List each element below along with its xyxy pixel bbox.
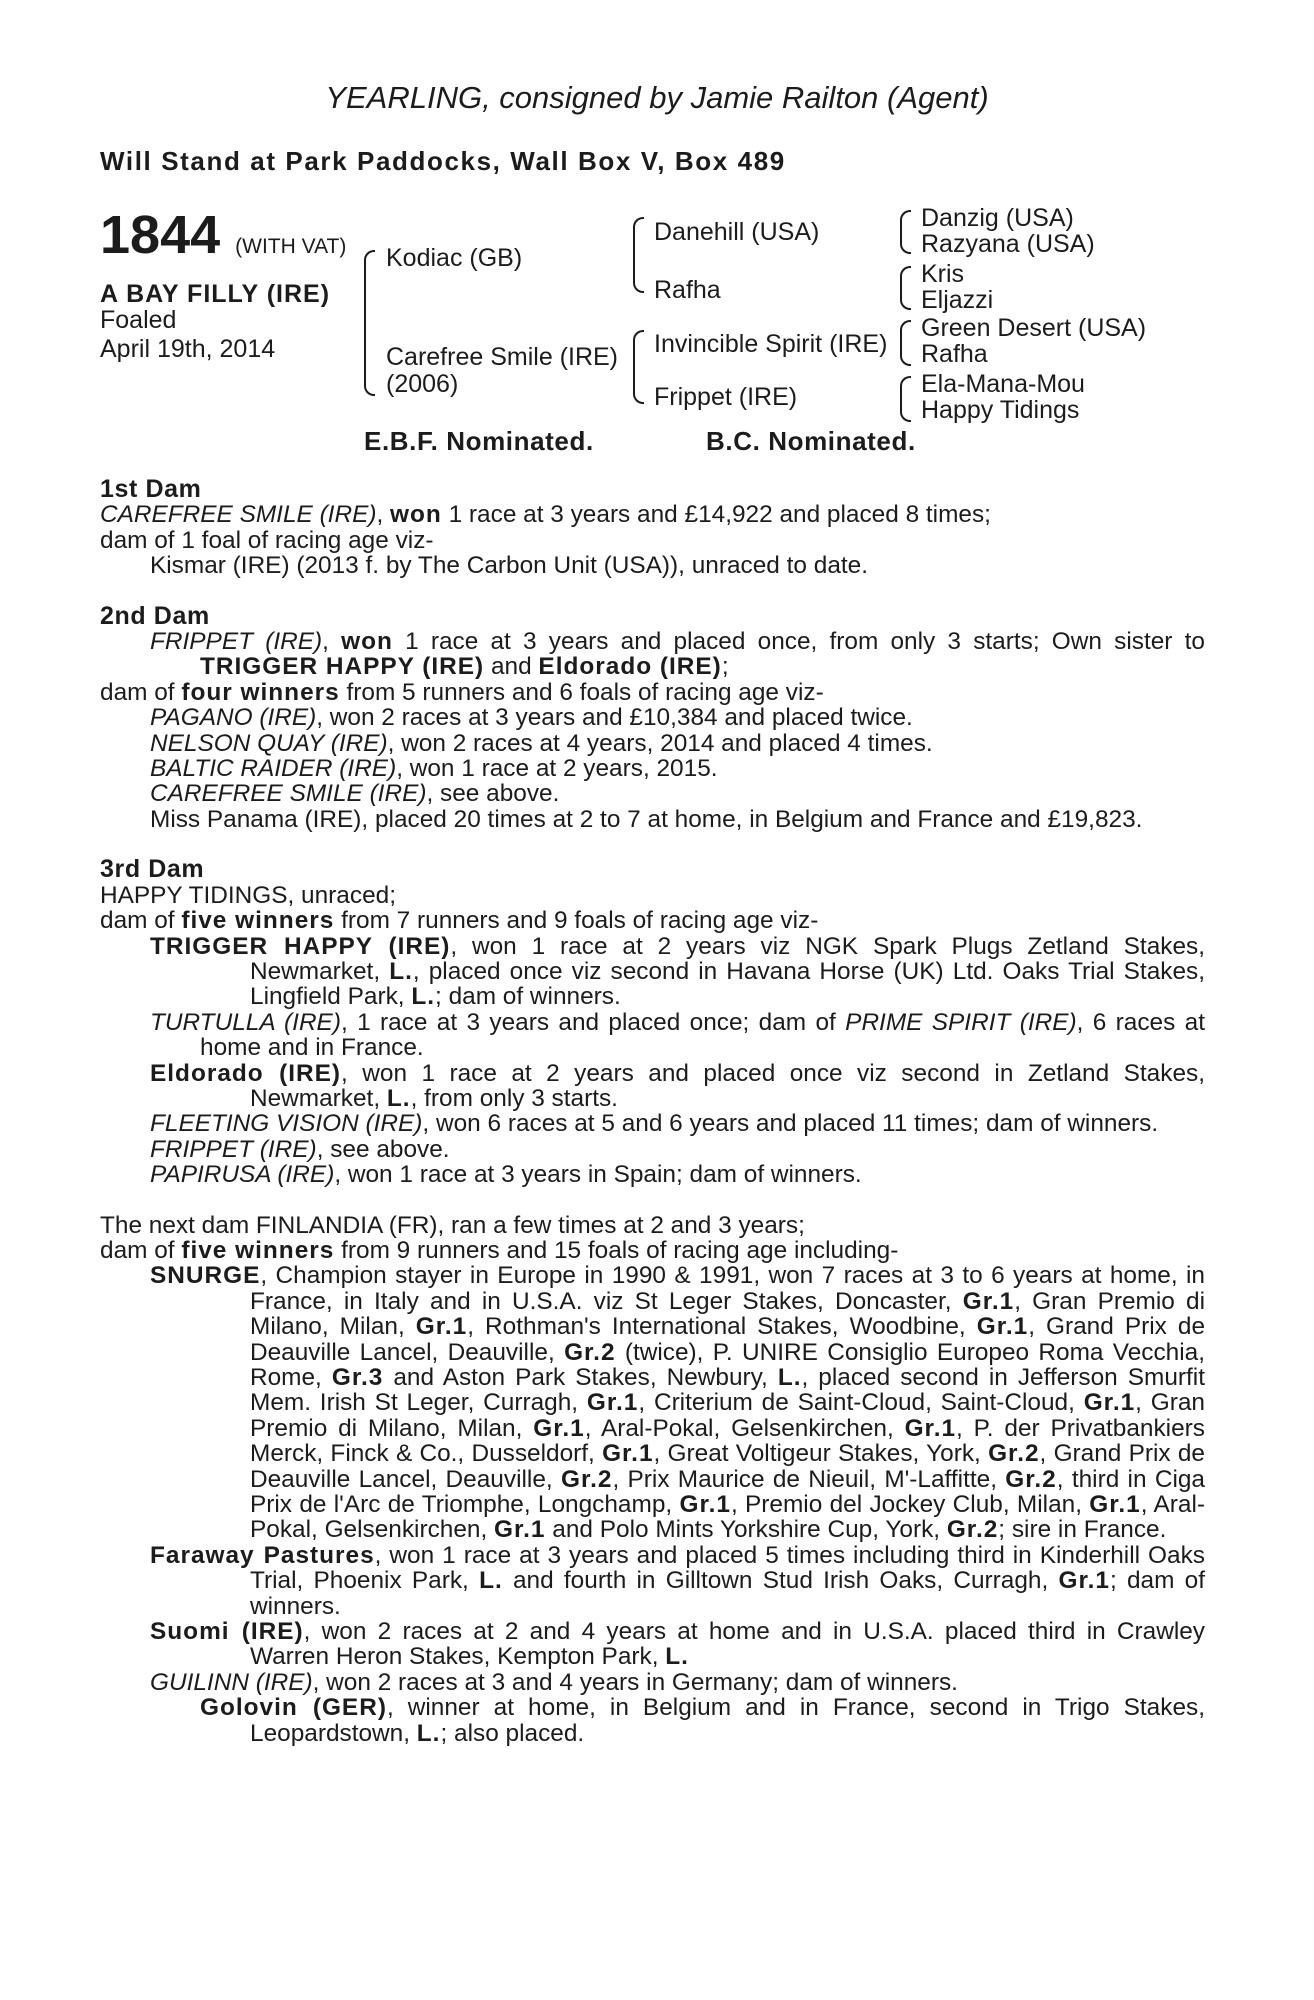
- progeny-text: , see above.: [426, 780, 560, 808]
- third-dam-name: HAPPY TIDINGS, unraced;: [100, 881, 396, 909]
- grade-gr1: Gr.1: [602, 1440, 654, 1468]
- grade-gr1: Gr.1: [415, 1313, 468, 1341]
- snurge-text: , third in Ciga Prix de l'Arc de Triomphe, Longchamp,: [250, 1465, 1205, 1519]
- trigger-text-1: , won 1 race at 2 years viz NGK Spark Plugs Zetland Stakes, Newmarket,: [250, 932, 1205, 985]
- golovin-entry: [100, 1695, 1205, 1746]
- snurge-text: and Aston Park Stakes, Newbury,: [383, 1364, 778, 1391]
- frippet-entry: [100, 1137, 1205, 1162]
- suomi-text: , won 2 races at 2 and 4 years at home and in U.S.A. placed third in Crawley Warren Heron Stakes, Kempton Park,: [250, 1618, 1205, 1671]
- trigger-happy-name: TRIGGER HAPPY (IRE): [150, 932, 451, 960]
- next-dam-dam-of-pre: dam of: [100, 1236, 182, 1264]
- papirusa-name: PAPIRUSA (IRE): [150, 1161, 335, 1189]
- snurge-text: , Premio del Jockey Club, Milan,: [730, 1491, 1090, 1519]
- grade-listed: L.: [386, 1084, 411, 1112]
- golovin-text: , winner at home, in Belgium and in France, second in Trigo Stakes, Leopardstown,: [250, 1694, 1205, 1747]
- eldorado-name: Eldorado (IRE): [150, 1059, 342, 1087]
- snurge-text: , Rothman's International Stakes, Woodbine,: [467, 1313, 977, 1341]
- second-dam-name: FRIPPET (IRE): [150, 628, 323, 656]
- second-dam-record: FRIPPET (IRE), won 1 race at 3 years and placed once, from only 3 starts; Own sister to TRIGGER HAPPY (IRE) and Eldorado (IRE);: [150, 628, 1205, 681]
- first-dam-dam-of: dam of 1 foal of racing age viz-: [100, 526, 434, 554]
- grade-listed: L.: [389, 957, 413, 985]
- pedigree-sire-sire: Danehill (USA): [654, 218, 820, 246]
- progeny-text: , won 2 races at 4 years, 2014 and placed 4 times.: [387, 729, 933, 757]
- grade-listed: L.: [777, 1364, 802, 1391]
- trigger-happy-entry: [100, 934, 1205, 1010]
- vat-note: (WITH VAT): [235, 235, 347, 258]
- snurge-text: , Aral-Pokal, Gelsenkirchen,: [584, 1414, 905, 1442]
- first-dam-won: won: [390, 501, 442, 529]
- turtulla-entry: [100, 1010, 1205, 1061]
- next-dam-intro: The next dam FINLANDIA (FR), ran a few times at 2 and 3 years;: [100, 1211, 805, 1239]
- grade-gr1: Gr.1: [1058, 1567, 1110, 1595]
- second-dam-section: [100, 601, 1205, 630]
- foaled-date: April 19th, 2014: [100, 335, 276, 363]
- trigger-text-3: ; dam of winners.: [435, 983, 621, 1011]
- snurge-text: and Polo Mints Yorkshire Cup, York,: [545, 1516, 947, 1544]
- eldorado-text-2: , from only 3 starts.: [410, 1084, 618, 1112]
- third-dam-dam-of-pre: dam of: [100, 907, 182, 935]
- grade-listed: L.: [416, 1719, 441, 1747]
- faraway-text: , won 1 race at 3 years and placed 5 times including third in Kinderhill Oaks Trial, Phoenix Park,: [250, 1541, 1205, 1595]
- pedigree-brace-gg4: [900, 376, 911, 422]
- third-dam-heading: 3rd Dam: [100, 855, 205, 884]
- catalogue-body: [100, 477, 1205, 1746]
- eldorado-text-1: , won 1 race at 2 years and placed once viz second in Zetland Stakes, Newmarket,: [250, 1059, 1205, 1112]
- faraway-pastures-name: Faraway Pastures: [150, 1541, 375, 1569]
- faraway-text: and fourth in Gilltown Stud Irish Oaks, Curragh,: [502, 1567, 1059, 1595]
- pedigree-ggp-8: Happy Tidings: [921, 396, 1080, 424]
- suomi-entry: [100, 1619, 1205, 1670]
- second-dam-and: and: [484, 653, 539, 681]
- foaled-info: [100, 306, 300, 364]
- second-dam-heading: 2nd Dam: [100, 601, 210, 630]
- prime-spirit-name: PRIME SPIRIT (IRE): [845, 1008, 1077, 1036]
- faraway-text: ; dam of winners.: [250, 1567, 1205, 1620]
- frippet-name: FRIPPET (IRE): [150, 1135, 317, 1163]
- pedigree-brace-parents: [364, 250, 375, 396]
- snurge-text: , Champion stayer in Europe in 1990 & 1991, won 7 races at 3 to 6 years at home, in France, in Italy and in U.S.A. viz St Leger Stakes, Doncaster,: [250, 1262, 1205, 1315]
- grade-listed: L.: [411, 983, 436, 1011]
- grade-gr3: Gr.3: [331, 1364, 384, 1391]
- suomi-name: Suomi (IRE): [150, 1618, 304, 1646]
- second-dam-sister-2: Eldorado (IRE): [538, 653, 722, 681]
- ebf-nominated: E.B.F. Nominated.: [364, 426, 594, 456]
- pedigree-ggp-1: Danzig (USA): [921, 204, 1074, 232]
- bc-nominated: B.C. Nominated.: [706, 426, 916, 456]
- next-dam-dam-of: [100, 1238, 1205, 1263]
- snurge-name: SNURGE: [150, 1262, 261, 1290]
- lot-number-value: 1844: [100, 205, 221, 265]
- pedigree-dam: Carefree Smile (IRE): [386, 343, 618, 371]
- snurge-text: , Prix Maurice de Nieuil, M'-Laffitte,: [612, 1465, 1006, 1493]
- snurge-text: , Aral-Pokal, Gelsenkirchen,: [250, 1491, 1205, 1544]
- pedigree-ggp-2: Razyana (USA): [921, 230, 1095, 258]
- pedigree-ggp-7: Ela-Mana-Mou: [921, 370, 1085, 398]
- pedigree-brace-gg3: [900, 320, 911, 366]
- horse-name: A BAY FILLY (IRE): [100, 280, 331, 308]
- trigger-text-2: , placed once viz second in Havana Horse (UK) Ltd. Oaks Trial Stakes, Lingfield Park,: [250, 957, 1205, 1011]
- pedigree-ggp-6: Rafha: [921, 340, 988, 368]
- papirusa-entry: [100, 1162, 1205, 1187]
- second-dam-semi: ;: [721, 653, 729, 681]
- papirusa-text: , won 1 race at 3 years in Spain; dam of winners.: [334, 1161, 862, 1189]
- third-dam-dam-of: [100, 908, 1205, 933]
- second-dam-dam-of-post: from 5 runners and 6 foals of racing age viz-: [339, 678, 824, 706]
- second-dam-dam-of-pre: dam of: [100, 678, 182, 706]
- pedigree-dam-dam: Frippet (IRE): [654, 383, 798, 411]
- grade-gr2: Gr.2: [946, 1516, 999, 1544]
- grade-gr1: Gr.1: [586, 1389, 639, 1417]
- second-dam-dam-of: [100, 680, 1205, 705]
- pedigree-sire-dam: Rafha: [654, 276, 721, 304]
- golovin-text: ; also placed.: [440, 1719, 585, 1747]
- eldorado-entry: [100, 1061, 1205, 1112]
- third-dam-winners: five winners: [181, 907, 335, 935]
- snurge-text: , Grand Prix de Deauville Lancel, Deauville,: [250, 1440, 1206, 1493]
- pedigree-dam-year: (2006): [386, 370, 459, 398]
- third-dam-section: [100, 857, 1205, 882]
- grade-gr2: Gr.2: [564, 1338, 616, 1366]
- third-dam-dam-of-post: from 7 runners and 9 foals of racing age viz-: [334, 907, 819, 935]
- first-dam-record-text: 1 race at 3 years and £14,922 and placed 8 times;: [441, 501, 991, 529]
- first-dam-section: [100, 477, 1205, 502]
- turtulla-name: TURTULLA (IRE): [150, 1008, 341, 1036]
- pedigree-sire: Kodiac (GB): [386, 244, 523, 272]
- progeny-name: BALTIC RAIDER (IRE): [150, 755, 397, 783]
- fleeting-vision-name: FLEETING VISION (IRE): [150, 1110, 423, 1138]
- frippet-text: , see above.: [316, 1135, 450, 1163]
- stand-location: Will Stand at Park Paddocks, Wall Box V, Box 489: [100, 146, 786, 176]
- foaled-label: Foaled: [100, 306, 177, 334]
- grade-listed: L.: [479, 1567, 503, 1595]
- progeny-item: [100, 731, 1205, 756]
- snurge-entry: [100, 1263, 1205, 1542]
- progeny-text: , won 1 race at 2 years, 2015.: [396, 755, 718, 783]
- pedigree-brace-dam: [633, 330, 644, 404]
- snurge-text: , placed second in Jefferson Smurfit Mem. Irish St Leger, Curragh,: [250, 1364, 1205, 1417]
- pedigree-dam-sire: Invincible Spirit (IRE): [654, 330, 888, 358]
- snurge-text: (twice), P. UNIRE Consiglio Europeo Roma Vecchia, Rome,: [250, 1338, 1205, 1391]
- grade-gr2: Gr.2: [1005, 1465, 1057, 1493]
- consignor-line: YEARLING, consigned by Jamie Railton (Agent): [325, 80, 989, 115]
- pedigree-brace-gg2: [900, 266, 911, 310]
- snurge-text: , Criterium de Saint-Cloud, Saint-Cloud,: [638, 1389, 1084, 1417]
- lot-number: [100, 205, 347, 274]
- grade-gr2: Gr.2: [560, 1465, 613, 1493]
- snurge-text: , Gran Premio di Milano, Milan,: [250, 1287, 1205, 1341]
- guilinn-entry: [100, 1670, 1205, 1695]
- golovin-name: Golovin (GER): [200, 1694, 387, 1722]
- grade-gr1: Gr.1: [962, 1287, 1015, 1315]
- snurge-text: , P. der Privatbankiers Merck, Finck & Co., Dusseldorf,: [250, 1414, 1205, 1468]
- next-dam-winners: five winners: [181, 1236, 335, 1264]
- fleeting-vision-text: , won 6 races at 5 and 6 years and placed 11 times; dam of winners.: [422, 1110, 1159, 1138]
- grade-gr1: Gr.1: [1089, 1491, 1141, 1519]
- snurge-text: , Gran Premio di Milano, Milan,: [250, 1389, 1205, 1442]
- second-dam-record-text: 1 race at 3 years and placed once, from only 3 starts; Own sister to: [392, 628, 1205, 656]
- turtulla-text-2: , 6 races at home and in France.: [200, 1008, 1206, 1062]
- grade-listed: L.: [665, 1643, 689, 1671]
- snurge-text: , Grand Prix de Deauville Lancel, Deauville,: [250, 1313, 1206, 1366]
- grade-gr2: Gr.2: [988, 1440, 1040, 1468]
- pedigree-brace-gg1: [900, 210, 911, 254]
- faraway-pastures-entry: [100, 1543, 1205, 1619]
- guilinn-text: , won 2 races at 3 and 4 years in Germany; dam of winners.: [312, 1668, 958, 1696]
- fleeting-vision-entry: [100, 1111, 1205, 1136]
- snurge-text: , Great Voltigeur Stakes, York,: [653, 1440, 989, 1468]
- progeny-item: [100, 705, 1205, 730]
- grade-gr1: Gr.1: [976, 1313, 1029, 1341]
- pedigree-ggp-5: Green Desert (USA): [921, 314, 1147, 342]
- progeny-name: PAGANO (IRE): [150, 704, 317, 732]
- second-dam-won: won: [341, 628, 393, 656]
- second-dam-winners: four winners: [181, 678, 340, 706]
- grade-gr1: Gr.1: [1083, 1389, 1136, 1417]
- progeny-name: NELSON QUAY (IRE): [150, 729, 388, 757]
- pedigree-brace-sire: [633, 217, 644, 293]
- next-dam-dam-of-post: from 9 runners and 15 foals of racing age including-: [334, 1236, 899, 1264]
- progeny-item: [100, 756, 1205, 781]
- progeny-text: , won 2 races at 3 years and £10,384 and placed twice.: [316, 704, 913, 732]
- grade-gr1: Gr.1: [533, 1414, 585, 1442]
- grade-gr1: Gr.1: [904, 1414, 957, 1442]
- progeny-name: CAREFREE SMILE (IRE): [150, 780, 427, 808]
- guilinn-name: GUILINN (IRE): [150, 1668, 313, 1696]
- first-dam-record: CAREFREE SMILE (IRE), won 1 race at 3 years and £14,922 and placed 8 times;: [100, 501, 991, 529]
- grade-gr1: Gr.1: [494, 1516, 546, 1544]
- pedigree-ggp-3: Kris: [921, 260, 965, 288]
- turtulla-text-1: , 1 race at 3 years and placed once; dam of: [340, 1008, 846, 1036]
- progeny-item: [100, 781, 1205, 806]
- pedigree-ggp-4: Eljazzi: [921, 286, 994, 314]
- grade-gr1: Gr.1: [679, 1491, 731, 1519]
- first-dam-foal: Kismar (IRE) (2013 f. by The Carbon Unit (USA)), unraced to date.: [150, 552, 869, 580]
- first-dam-name: CAREFREE SMILE (IRE): [100, 501, 377, 529]
- snurge-text: ; sire in France.: [998, 1516, 1167, 1544]
- second-dam-sister-1: TRIGGER HAPPY (IRE): [200, 653, 485, 681]
- first-dam-heading: 1st Dam: [100, 475, 202, 503]
- progeny-item-miss-panama: Miss Panama (IRE), placed 20 times at 2 to 7 at home, in Belgium and France and £19,823.: [150, 805, 1143, 833]
